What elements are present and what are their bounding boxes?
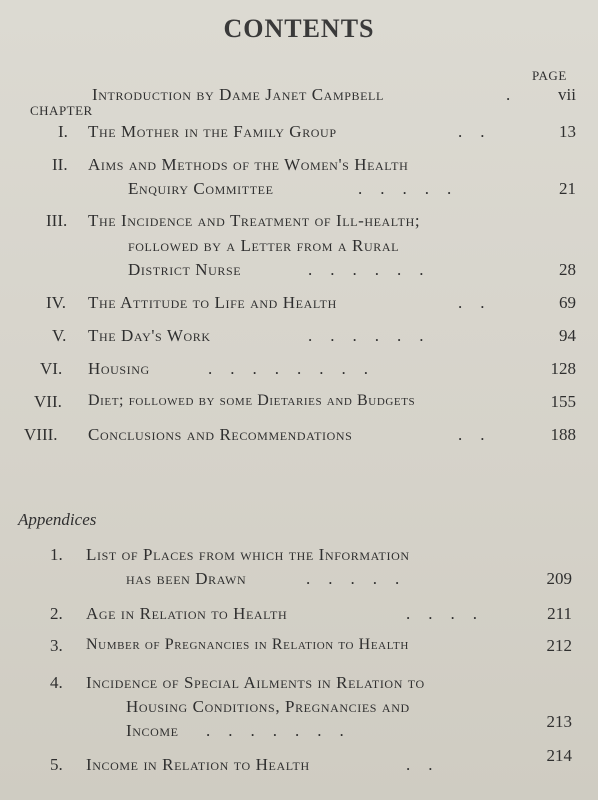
appendix-page: 209: [546, 569, 572, 588]
appendix-page: 214: [546, 746, 572, 765]
leader-dots: ......: [308, 260, 442, 279]
appendix-title-continued: Housing Conditions, Pregnancies and: [126, 697, 410, 716]
chapter-title: Housing: [88, 359, 150, 378]
chapter-numeral: VI.: [40, 359, 63, 378]
leader-dots: ........: [208, 359, 386, 378]
appendix-page: 211: [547, 604, 572, 623]
chapter-page: 28: [559, 260, 576, 279]
chapter-title-continued: District Nurse: [128, 260, 242, 279]
leader-dots: .....: [358, 179, 470, 198]
chapter-numeral: I.: [58, 122, 68, 141]
appendix-numeral: 2.: [50, 604, 63, 623]
leader-dots: ..: [458, 122, 503, 141]
chapter-numeral: III.: [46, 211, 68, 230]
leader-dots: ..: [406, 755, 451, 774]
chapter-page: 94: [559, 326, 576, 345]
leader-dots: .....: [306, 569, 418, 588]
leader-dots: ..: [458, 425, 503, 444]
chapter-numeral: II.: [52, 155, 68, 174]
appendix-title-continued: has been Drawn: [126, 569, 247, 588]
chapter-title: The Mother in the Family Group: [88, 122, 337, 141]
chapter-title-continued: followed by a Letter from a Rural: [128, 236, 400, 255]
chapter-title: The Day's Work: [88, 326, 211, 345]
appendix-title: List of Places from which the Information: [86, 545, 410, 564]
chapter-title: Diet; followed by some Dietaries and Budgets: [88, 392, 416, 409]
chapter-page: 155: [550, 392, 576, 411]
chapter-title: The Attitude to Life and Health: [88, 293, 337, 312]
leader-dots: ......: [308, 326, 442, 345]
appendix-title: Number of Pregnancies in Relation to Health: [86, 636, 409, 653]
page-title: CONTENTS: [223, 14, 375, 43]
appendix-title: Income in Relation to Health: [86, 755, 310, 774]
chapter-numeral: VIII.: [24, 425, 58, 444]
appendix-numeral: 3.: [50, 636, 63, 655]
leader-dots: ....: [406, 604, 495, 623]
chapter-page: 13: [559, 122, 576, 141]
appendix-title-continued: Income: [126, 721, 179, 740]
chapter-title: The Incidence and Treatment of Ill-health;: [88, 211, 421, 230]
appendix-page: 212: [546, 636, 572, 655]
appendix-title: Incidence of Special Ailments in Relation to: [86, 673, 425, 692]
chapter-page: 128: [550, 359, 576, 378]
introduction-page: vii: [558, 85, 576, 104]
page-column-label: PAGE: [532, 68, 567, 83]
chapter-numeral: VII.: [34, 392, 62, 411]
chapter-page: 69: [559, 293, 576, 312]
leader-dots: .......: [206, 721, 362, 740]
chapter-column-label: CHAPTER: [30, 103, 93, 118]
chapter-numeral: IV.: [46, 293, 66, 312]
appendix-numeral: 5.: [50, 755, 63, 774]
introduction-title: Introduction by Dame Janet Campbell: [92, 85, 384, 104]
chapter-numeral: V.: [52, 326, 67, 345]
leader-dots: ..: [458, 293, 503, 312]
appendix-title: Age in Relation to Health: [86, 604, 288, 623]
chapter-page: 21: [559, 179, 576, 198]
appendix-page: 213: [546, 712, 572, 731]
appendix-numeral: 4.: [50, 673, 63, 692]
chapter-title: Aims and Methods of the Women's Health: [88, 155, 409, 174]
chapter-title-continued: Enquiry Committee: [128, 179, 274, 198]
chapter-title: Conclusions and Recommendations: [88, 425, 353, 444]
appendix-numeral: 1.: [50, 545, 63, 564]
chapter-page: 188: [550, 425, 576, 444]
leader-dots: .: [506, 85, 529, 104]
appendices-heading: Appendices: [18, 510, 97, 529]
